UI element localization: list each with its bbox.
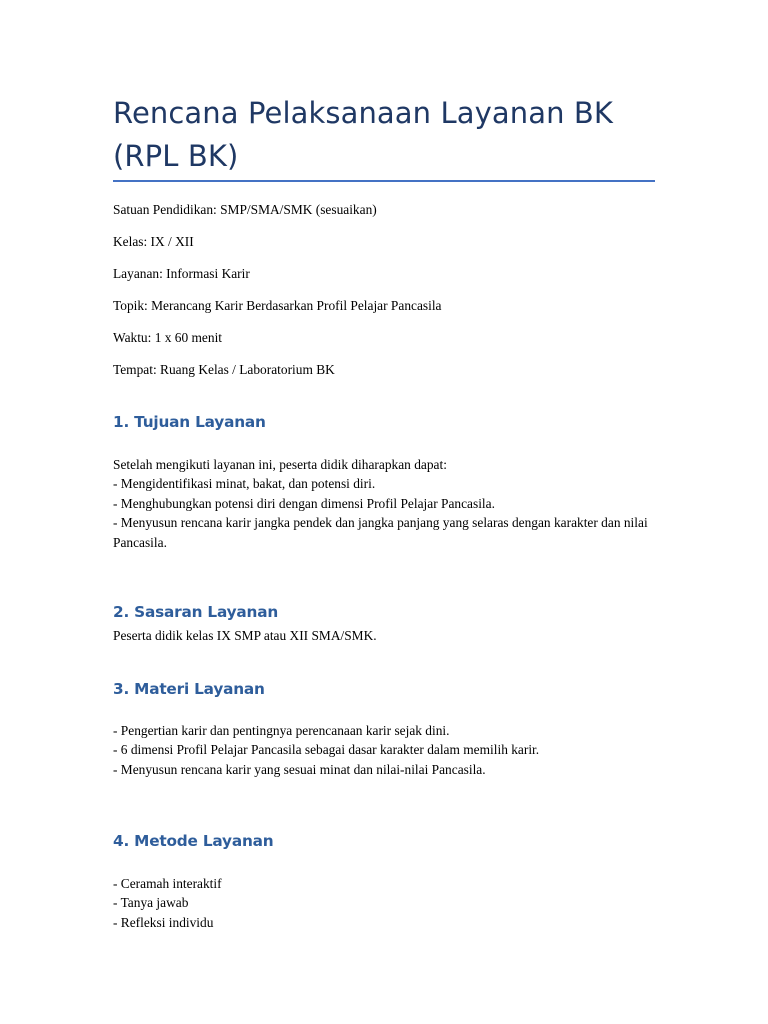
meta-kelas: Kelas: IX / XII [113, 234, 194, 249]
meta-layanan: Layanan: Informasi Karir [113, 266, 250, 281]
metode-item-3: - Refleksi individu [113, 914, 214, 930]
tujuan-intro: Setelah mengikuti layanan ini, peserta didik diharapkan dapat: [113, 457, 447, 472]
meta-tempat: Tempat: Ruang Kelas / Laboratorium BK [113, 362, 335, 377]
metode-item-2: - Tanya jawab [113, 895, 189, 911]
tujuan-item-3: - Menyusun rencana karir jangka pendek dan jangka panjang yang selaras dengan karakter dan nilai Pancasila. [113, 515, 648, 550]
section-heading-materi: 3. Materi Layanan [113, 680, 265, 698]
section-body-tujuan [113, 455, 655, 552]
section-heading-tujuan: 1. Tujuan Layanan [113, 413, 266, 431]
title-divider [113, 180, 655, 182]
materi-item-2: - 6 dimensi Profil Pelajar Pancasila sebagai dasar karakter dalam memilih karir. [113, 742, 540, 758]
metode-item-1: - Ceramah interaktif [113, 876, 222, 891]
document-title: Rencana Pelaksanaan Layanan BK (RPL BK) [113, 96, 613, 173]
meta-waktu: Waktu: 1 x 60 menit [113, 330, 223, 345]
meta-satuan-pendidikan: Satuan Pendidikan: SMP/SMA/SMK (sesuaikan) [113, 202, 377, 217]
section-heading-sasaran: 2. Sasaran Layanan [113, 603, 279, 621]
sasaran-text: Peserta didik kelas IX SMP atau XII SMA/SMK. [113, 628, 377, 643]
section-body-materi [113, 721, 655, 779]
section-body-metode [113, 874, 655, 932]
meta-topik: Topik: Merancang Karir Berdasarkan Profil Pelajar Pancasila [113, 298, 442, 313]
tujuan-item-1: - Mengidentifikasi minat, bakat, dan potensi diri. [113, 476, 376, 492]
section-heading-metode: 4. Metode Layanan [113, 832, 274, 850]
section-body-sasaran [113, 626, 655, 645]
tujuan-item-2: - Menghubungkan potensi diri dengan dimensi Profil Pelajar Pancasila. [113, 495, 495, 511]
materi-item-3: - Menyusun rencana karir yang sesuai minat dan nilai-nilai Pancasila. [113, 761, 486, 777]
materi-item-1: - Pengertian karir dan pentingnya perencanaan karir sejak dini. [113, 723, 450, 738]
